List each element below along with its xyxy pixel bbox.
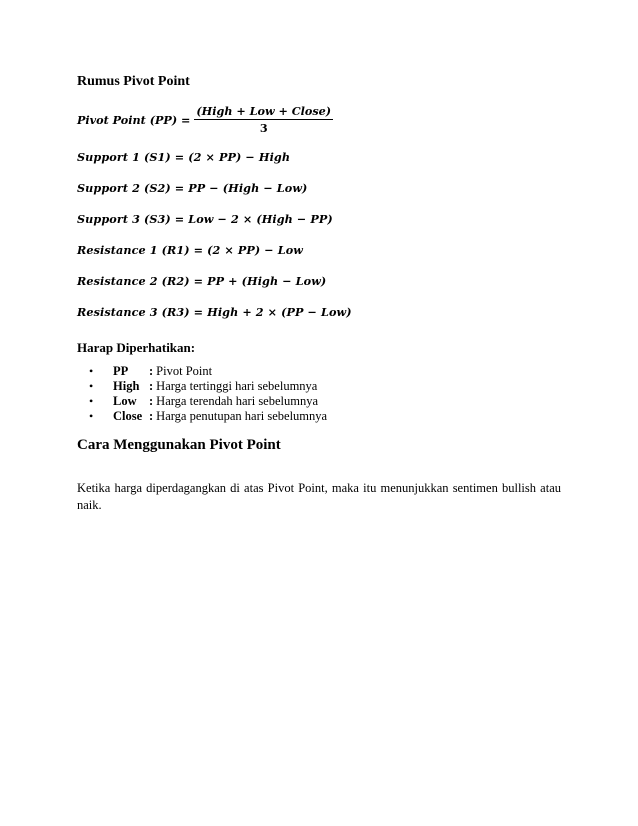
- body-paragraph: Ketika harga diperdagangkan di atas Pivot Point, maka itu menunjukkan sentimen bullish atau naik.: [77, 480, 561, 512]
- note-term: Low: [113, 394, 137, 408]
- formula-s3-rhs: = Low − 2 × (High − PP): [170, 212, 333, 226]
- formula-s2-lhs: Support 2 (S2): [77, 181, 171, 195]
- formula-resistance-1: [77, 243, 303, 257]
- note-term: High: [113, 379, 140, 393]
- list-item: [89, 409, 327, 424]
- formula-r2-rhs: = PP + (High − Low): [189, 274, 327, 288]
- formula-support-1: [77, 150, 290, 164]
- formula-resistance-3: [77, 305, 352, 319]
- bullet-icon: •: [89, 379, 94, 393]
- note-colon: :: [149, 394, 154, 408]
- formula-pp-fraction: [194, 104, 333, 135]
- note-colon: :: [149, 409, 154, 423]
- formula-pivot-point: [77, 104, 333, 135]
- section-heading-cara: Cara Menggunakan Pivot Point: [77, 437, 281, 453]
- list-item: [89, 379, 327, 394]
- formula-pp-lhs: Pivot Point (PP) =: [77, 112, 191, 127]
- note-description: Harga tertinggi hari sebelumnya: [156, 379, 318, 393]
- formula-r2-lhs: Resistance 2 (R2): [77, 274, 190, 288]
- notes-heading: Harap Diperhatikan:: [77, 340, 196, 355]
- note-colon: :: [149, 364, 154, 378]
- note-description: Harga terendah hari sebelumnya: [156, 394, 319, 408]
- note-term: Close: [113, 409, 143, 423]
- formula-support-3: [77, 212, 333, 226]
- section-heading-rumus: Rumus Pivot Point: [77, 74, 190, 89]
- notes-list: [89, 364, 327, 424]
- formula-pp-numerator: (High + Low + Close): [196, 104, 332, 118]
- bullet-icon: •: [89, 394, 94, 408]
- bullet-icon: •: [89, 364, 94, 378]
- formula-s1-rhs: = (2 × PP) − High: [170, 150, 291, 164]
- note-description: Pivot Point: [156, 364, 213, 378]
- note-colon: :: [149, 379, 154, 393]
- formula-r3-lhs: Resistance 3 (R3): [77, 305, 190, 319]
- note-description: Harga penutupan hari sebelumnya: [156, 409, 328, 423]
- formula-s3-lhs: Support 3 (S3): [77, 212, 171, 226]
- formula-pp-denominator: 3: [259, 121, 268, 135]
- formula-s1-lhs: Support 1 (S1): [77, 150, 171, 164]
- note-term: PP: [113, 364, 129, 378]
- list-item: [89, 364, 327, 379]
- formula-r1-rhs: = (2 × PP) − Low: [189, 243, 304, 257]
- formula-resistance-2: [77, 274, 326, 288]
- formula-r3-rhs: = High + 2 × (PP − Low): [189, 305, 352, 319]
- bullet-icon: •: [89, 409, 94, 423]
- formula-r1-lhs: Resistance 1 (R1): [77, 243, 190, 257]
- formula-s2-rhs: = PP − (High − Low): [170, 181, 308, 195]
- list-item: [89, 394, 327, 409]
- formula-support-2: [77, 181, 307, 195]
